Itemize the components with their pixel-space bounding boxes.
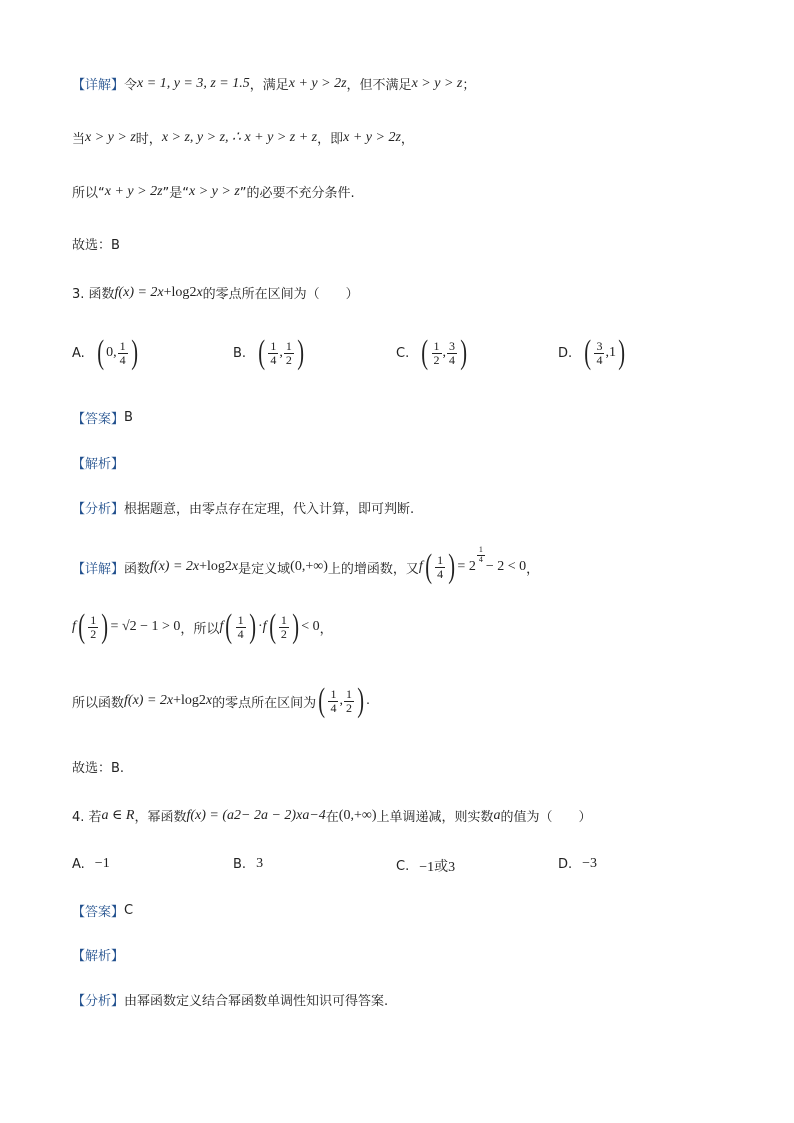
fraction: $\frac{1}{2}$: [345, 686, 352, 715]
option-c[interactable]: C. −1或3: [396, 858, 456, 875]
math-expression: x > y > z: [85, 129, 136, 145]
fraction: $\frac{1}{4}$: [237, 612, 244, 641]
fraction: $\frac{1}{4}$: [437, 552, 444, 581]
detail-line-2: 当 x > y > z 时， x > z, y > z, ∴ x + y > z + z ，即 x + y > 2z ，: [72, 129, 414, 147]
option-b[interactable]: B. 3: [233, 856, 264, 872]
analysis-4: 【分析】 由幂函数定义结合幂函数单调性知识可得答案.: [72, 994, 389, 1009]
fraction: $\frac{1}{4}$: [330, 686, 337, 715]
detail-tag: 【详解】: [72, 78, 125, 93]
question-3: 3. 函数 f(x) = 2 x +log 2 x 的零点所在区间为（ ）: [72, 284, 359, 302]
analysis-heading-3: 【解析】: [72, 457, 125, 472]
detail-line-1: 【详解】 令 x = 1, y = 3, z = 1.5 ，满足 x + y > 2z ，但不满足 x > y > z ；: [72, 75, 476, 93]
choice-line-3: 故选：B.: [72, 761, 125, 776]
detail-3-line-3: 所以函数 f(x) = 2 x +log 2 x 的零点所在区间为 ( $\frac{1}{4}$ , $\frac{1}{2}$ ) .: [72, 682, 370, 719]
analysis-3: 【分析】 根据题意，由零点存在定理，代入计算，即可判断.: [72, 502, 415, 517]
math-expression: x + y > 2z: [288, 75, 347, 91]
fraction: $\frac{1}{2}$: [90, 612, 97, 641]
question-4: 4. 若 a ∈ R ，幂函数 f(x) = (a 2 − 2a − 2)x a−4 在 (0,+∞) 上单调递减，则实数 a 的值为（ ）: [72, 807, 592, 825]
math-expression: x > y > z: [189, 183, 240, 199]
option-a[interactable]: A. ( 0, $\frac{1}{4}$ ): [72, 334, 138, 371]
option-d[interactable]: D. ( $\frac{3}{4}$ ,1 ): [558, 334, 626, 371]
option-c[interactable]: C. ( $\frac{1}{2}$ , $\frac{3}{4}$ ): [396, 334, 468, 371]
math-expression: x + y > 2z: [104, 183, 163, 199]
option-b[interactable]: B. ( $\frac{1}{4}$ , $\frac{1}{2}$ ): [233, 334, 304, 371]
option-a[interactable]: A. −1: [72, 856, 110, 872]
option-d[interactable]: D. −3: [558, 856, 598, 872]
analysis-heading-4: 【解析】: [72, 949, 125, 964]
detail-3-line-1: 【详解】 函数 f(x) = 2 x +log 2 x 是定义域 (0,+∞) 上的增函数，又 f ( $\frac{1}{4}$ ) = 2 $\frac{1}{4}$ − 2 < 0 ，: [72, 545, 540, 585]
math-expression: x + y > 2z: [343, 129, 401, 145]
answer-4: 【答案】 C: [72, 903, 134, 920]
exponent-fraction: $\frac{1}{4}$: [478, 545, 483, 564]
answer-3: 【答案】 B: [72, 410, 133, 427]
fraction: $\frac{1}{2}$: [285, 338, 292, 367]
detail-3-line-2: f ( $\frac{1}{2}$ ) = √2 − 1 > 0 ，所以 f ( $\frac{1}{4}$ ) · f ( $\frac{1}{2}$ ) < 0 ，: [72, 608, 333, 645]
fraction: $\frac{1}{4}$: [270, 338, 277, 367]
math-expression: x > y > z: [411, 75, 463, 91]
fraction: $\frac{3}{4}$: [449, 338, 456, 367]
detail-line-3: 所以“ x + y > 2z ”是“ x > y > z ”的必要不充分条件.: [72, 183, 355, 201]
fraction: $\frac{3}{4}$: [596, 338, 603, 367]
choice-line: 故选：B: [72, 238, 120, 253]
fraction: $\frac{1}{4}$: [119, 338, 126, 367]
math-expression: x = 1, y = 3, z = 1.5: [137, 75, 250, 91]
fraction: $\frac{1}{2}$: [280, 612, 287, 641]
math-expression: x > z, y > z, ∴ x + y > z + z: [161, 130, 318, 145]
fraction: $\frac{1}{2}$: [433, 338, 440, 367]
